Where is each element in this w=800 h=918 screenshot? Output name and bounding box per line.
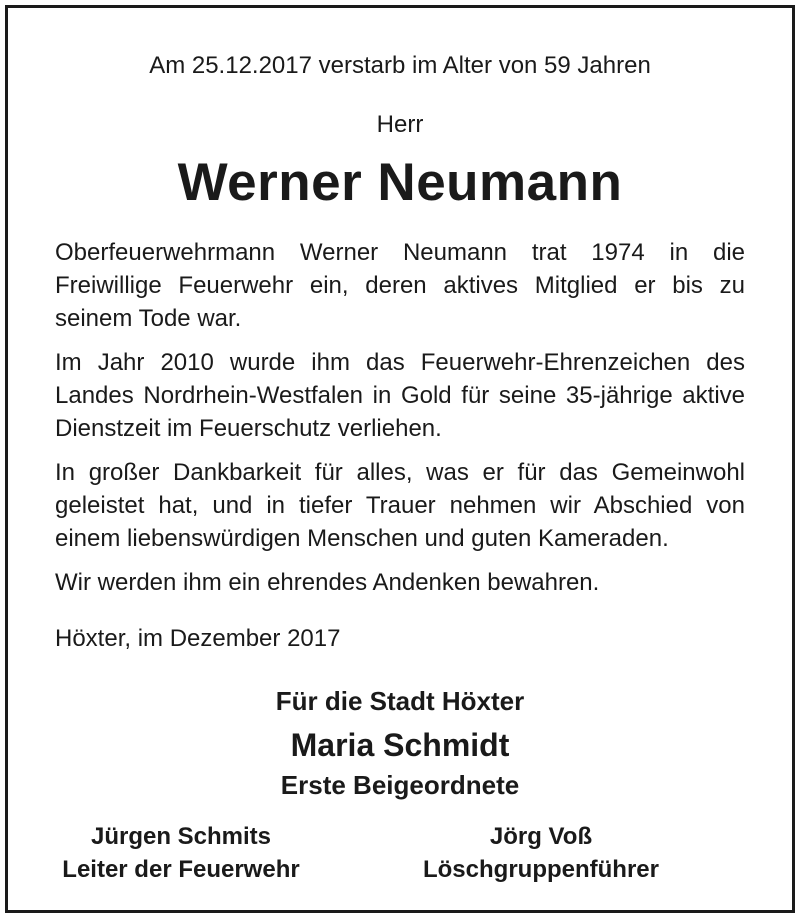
paragraph-honor: Im Jahr 2010 wurde ihm das Feuerwehr-Ehrenzeichen des Landes Nordrhein-Westfalen in Gold für seine 35-jährige aktive Dienstzeit im Feuerschutz verliehen. (55, 349, 745, 442)
notice-intro: Am 25.12.2017 verstarb im Alter von 59 Jahren (149, 52, 651, 79)
paragraph-remembrance: Wir werden ihm ein ehrendes Andenken bewahren. (55, 569, 600, 596)
notice-body (55, 236, 745, 610)
paragraph-membership: Oberfeuerwehrmann Werner Neumann trat 1974 in die Freiwillige Feuerwehr ein, deren aktives Mitglied er bis zu seinem Tode war. (55, 239, 745, 332)
deceased-name: Werner Neumann (177, 153, 623, 212)
cosigner-title: Löschgruppenführer (422, 856, 659, 883)
notice-content (55, 8, 745, 910)
primary-signer-title: Erste Beigeordnete (280, 770, 520, 800)
paragraph-gratitude: In großer Dankbarkeit für alles, was er für das Gemeinwohl geleistet hat, und in tiefer Trauer nehmen wir Abschied von einem liebenswürdigen Menschen und guten Kameraden. (55, 459, 745, 552)
cosigner-group-leader (391, 820, 691, 886)
cosigner-name: Jörg Voß (489, 823, 593, 850)
cosigner-fire-chief (31, 820, 331, 886)
place-date: Höxter, im Dezember 2017 (55, 625, 341, 652)
obituary-notice (5, 5, 795, 913)
primary-signer-name: Maria Schmidt (290, 727, 510, 763)
signing-organization: Für die Stadt Höxter (275, 686, 525, 716)
cosigner-name: Jürgen Schmits (90, 823, 272, 850)
salutation: Herr (376, 111, 424, 138)
cosigner-title: Leiter der Feuerwehr (62, 856, 300, 883)
